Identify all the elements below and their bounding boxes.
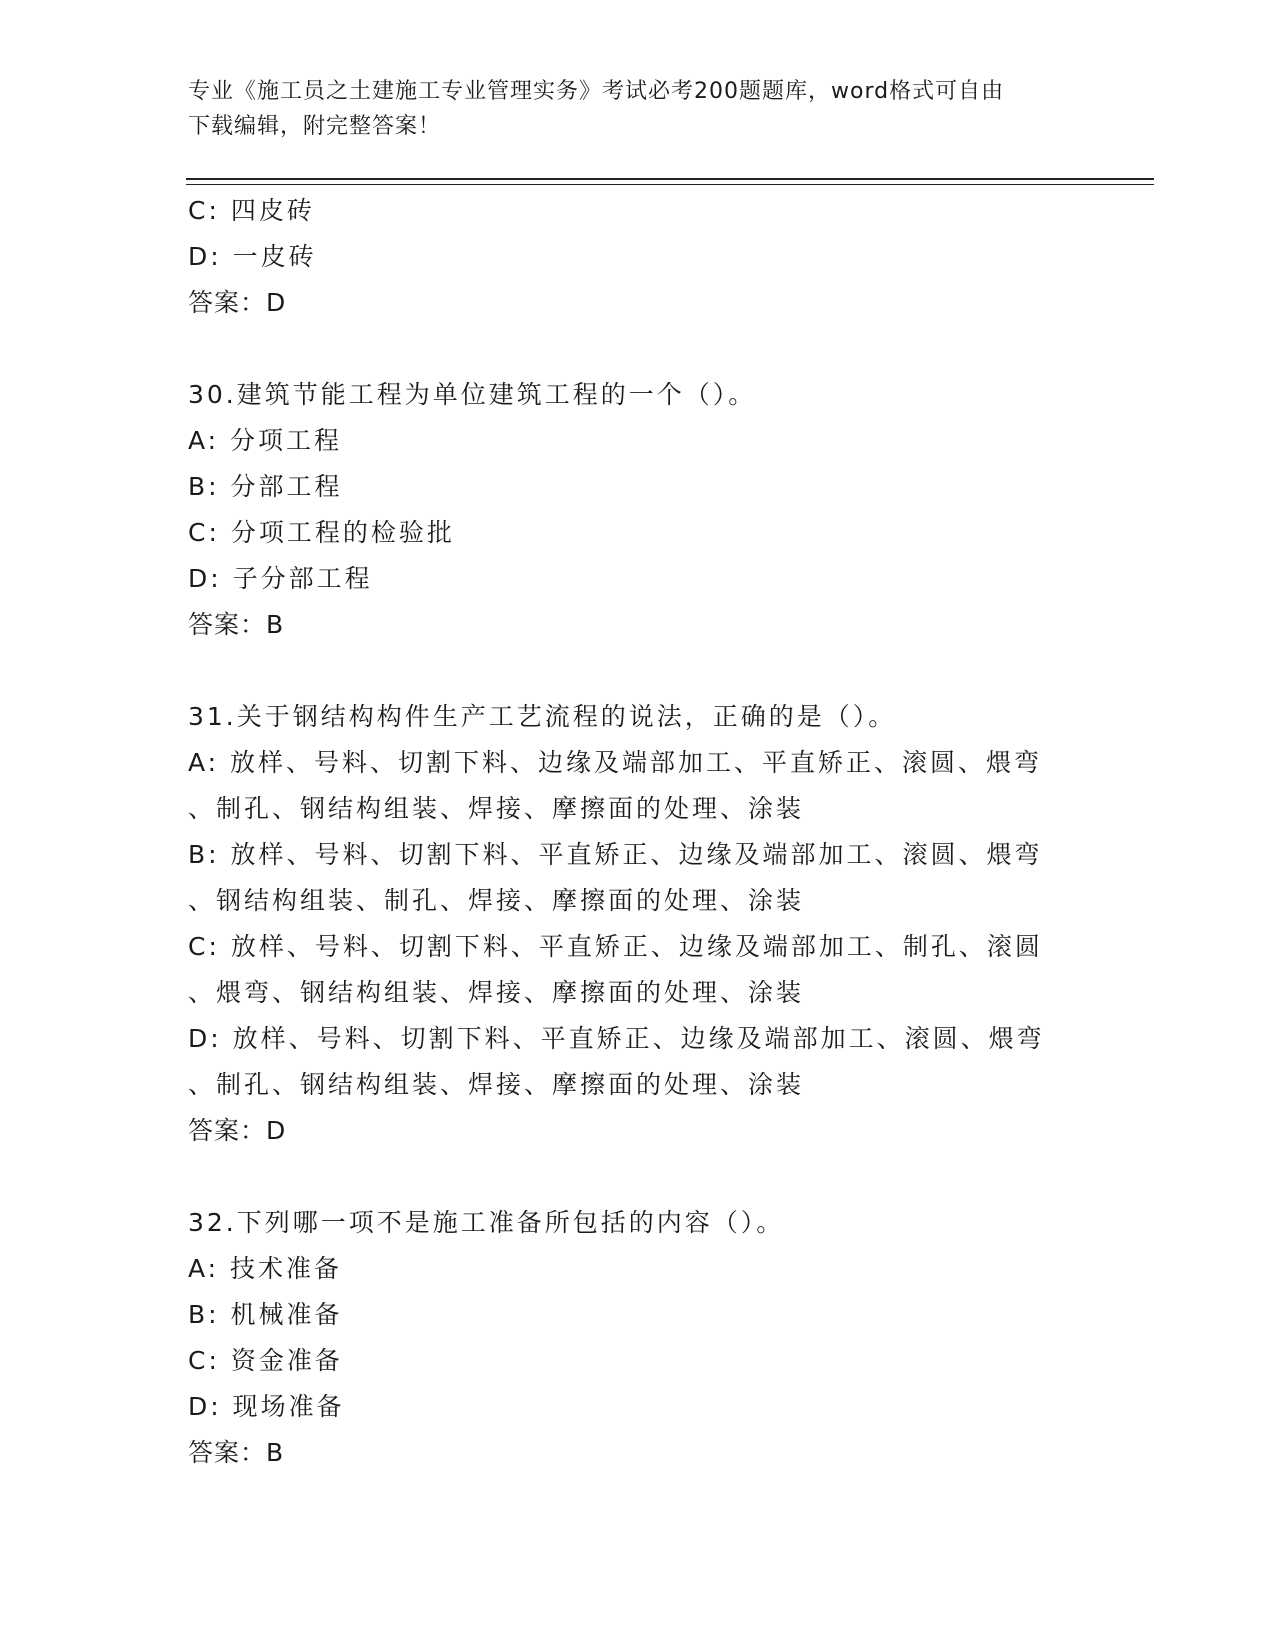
option-d: D: 放样、号料、切割下料、平直矫正、边缘及端部加工、滚圆、煨弯	[188, 1024, 1045, 1053]
option-c: C: 放样、号料、切割下料、平直矫正、边缘及端部加工、制孔、滚圆	[188, 932, 1043, 961]
option-a-continuation: 、制孔、钢结构组装、焊接、摩擦面的处理、涂装	[188, 794, 805, 823]
option-a: A: 放样、号料、切割下料、边缘及端部加工、平直矫正、滚圆、煨弯	[188, 748, 1043, 777]
question-29-continuation	[188, 188, 1088, 326]
question-stem: 30.建筑节能工程为单位建筑工程的一个（）。	[188, 380, 757, 409]
option-c-continuation: 、煨弯、钢结构组装、焊接、摩擦面的处理、涂装	[188, 978, 805, 1007]
option-b: B: 分部工程	[188, 472, 343, 501]
answer-line: 答案：B	[188, 610, 285, 639]
spacer	[188, 648, 1088, 694]
option-d: D: 子分部工程	[188, 564, 373, 593]
header-divider-thick	[186, 178, 1154, 180]
question-list	[188, 188, 1088, 1476]
option-b: B: 放样、号料、切割下料、平直矫正、边缘及端部加工、滚圆、煨弯	[188, 840, 1043, 869]
option-d: D: 一皮砖	[188, 242, 317, 271]
header-title-line-1: 专业《施工员之土建施工专业管理实务》考试必考200题题库，word格式可自由	[188, 79, 1005, 104]
question-32	[188, 1200, 1088, 1476]
option-a: A: 分项工程	[188, 426, 343, 455]
spacer	[188, 1154, 1088, 1200]
answer-line: 答案：D	[188, 288, 287, 317]
option-b-continuation: 、钢结构组装、制孔、焊接、摩擦面的处理、涂装	[188, 886, 805, 915]
option-a: A: 技术准备	[188, 1254, 343, 1283]
question-30	[188, 372, 1088, 648]
option-c: C: 分项工程的检验批	[188, 518, 455, 547]
question-stem: 31.关于钢结构构件生产工艺流程的说法，正确的是（）。	[188, 702, 897, 731]
option-b: B: 机械准备	[188, 1300, 343, 1329]
option-c: C: 四皮砖	[188, 196, 315, 225]
option-c: C: 资金准备	[188, 1346, 343, 1375]
header-title-line-2: 下载编辑，附完整答案！	[188, 114, 442, 139]
option-d-continuation: 、制孔、钢结构组装、焊接、摩擦面的处理、涂装	[188, 1070, 805, 1099]
question-stem: 32.下列哪一项不是施工准备所包括的内容（）。	[188, 1208, 785, 1237]
header-divider-thin	[186, 184, 1154, 185]
answer-line: 答案：D	[188, 1116, 287, 1145]
spacer	[188, 326, 1088, 372]
answer-line: 答案：B	[188, 1438, 285, 1467]
option-d: D: 现场准备	[188, 1392, 345, 1421]
question-31	[188, 694, 1088, 1154]
document-header	[188, 74, 1068, 144]
